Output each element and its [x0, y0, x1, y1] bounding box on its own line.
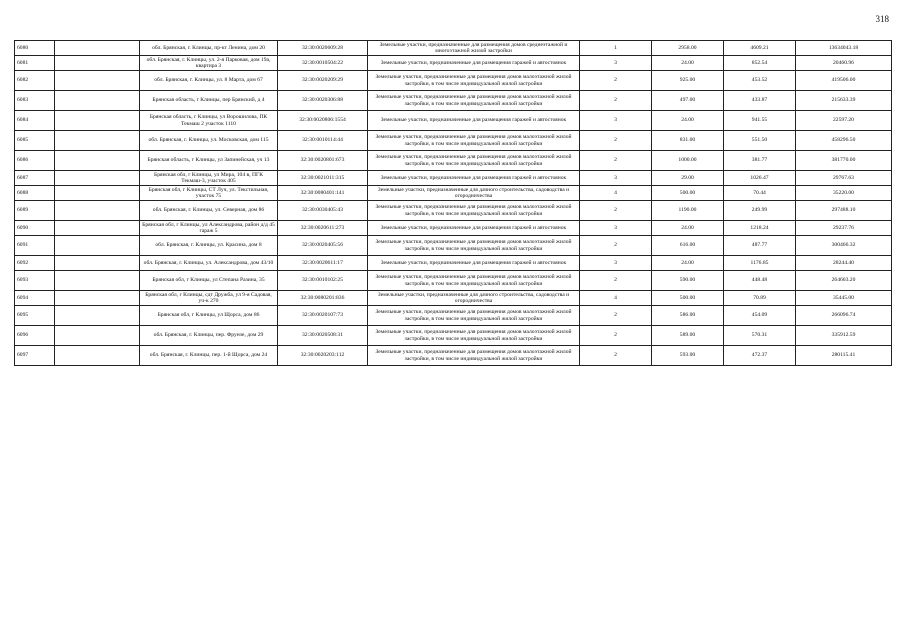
cadastral-number-cell: 32:30:0020107:73 — [278, 306, 368, 326]
spacer-cell — [55, 111, 140, 131]
address-cell: обл. Брянская, г. Клинцы, ул. Северная, дом 86 — [140, 201, 278, 221]
land-use-cell: Земельные участки, предназначенные для дачного строительства, садоводства и огородничества — [368, 291, 580, 306]
table-row — [15, 236, 892, 256]
area-cell: 616.00 — [652, 236, 724, 256]
group-cell: 2 — [580, 306, 652, 326]
spacer-cell — [55, 201, 140, 221]
record-number: 6094 — [15, 291, 55, 306]
cadastral-value-cell: 266096.74 — [796, 306, 892, 326]
spacer-cell — [55, 56, 140, 71]
land-use-cell: Земельные участки, предназначенные для размещения домов малоэтажной жилой застройки, в том числе индивидуальной жилой застройки — [368, 91, 580, 111]
area-cell: 1000.00 — [652, 151, 724, 171]
table-row — [15, 271, 892, 291]
spacer-cell — [55, 186, 140, 201]
record-number: 6092 — [15, 256, 55, 271]
spacer-cell — [55, 271, 140, 291]
specific-value-cell: 70.44 — [724, 186, 796, 201]
specific-value-cell: 381.77 — [724, 151, 796, 171]
address-cell: обл. Брянская, г. Клинцы, ул. Московская, дом 115 — [140, 131, 278, 151]
record-number: 6082 — [15, 71, 55, 91]
cadastral-value-cell: 300466.32 — [796, 236, 892, 256]
area-cell: 497.00 — [652, 91, 724, 111]
table-row — [15, 71, 892, 91]
specific-value-cell: 448.48 — [724, 271, 796, 291]
area-cell: 831.00 — [652, 131, 724, 151]
address-cell: Брянская обл, г Клинцы, сдт Дружба, ул 9-я Садовая, уч-к 270 — [140, 291, 278, 306]
area-cell: 29.00 — [652, 171, 724, 186]
spacer-cell — [55, 291, 140, 306]
spacer-cell — [55, 346, 140, 366]
land-use-cell: Земельные участки, предназначенные для размещения домов малоэтажной жилой застройки, в том числе индивидуальной жилой застройки — [368, 346, 580, 366]
specific-value-cell: 70.89 — [724, 291, 796, 306]
record-number: 6090 — [15, 221, 55, 236]
address-cell: Брянская область, г Клинцы, пер Брянский, д 4 — [140, 91, 278, 111]
cadastral-number-cell: 32:30:0020801:673 — [278, 151, 368, 171]
address-cell: Брянская область, г Клинцы, ул Ворошилова, ПК Текмаш 2 участок 1110 — [140, 111, 278, 131]
cadastral-number-cell: 32:30:0010114:44 — [278, 131, 368, 151]
area-cell: 586.00 — [652, 306, 724, 326]
spacer-cell — [55, 221, 140, 236]
area-cell: 24.00 — [652, 111, 724, 131]
specific-value-cell: 941.55 — [724, 111, 796, 131]
cadastral-value-cell: 35220.00 — [796, 186, 892, 201]
group-cell: 2 — [580, 236, 652, 256]
record-number: 6087 — [15, 171, 55, 186]
specific-value-cell: 472.37 — [724, 346, 796, 366]
cadastral-value-cell: 20460.96 — [796, 56, 892, 71]
cadastral-value-table — [14, 40, 892, 366]
specific-value-cell: 852.54 — [724, 56, 796, 71]
address-cell: Брянская обл, г Клинцы, ул Степана Разина, 35 — [140, 271, 278, 291]
cadastral-value-cell: 29767.63 — [796, 171, 892, 186]
group-cell: 2 — [580, 151, 652, 171]
address-cell: Брянская обл, г Клинцы, ул Мира, 104 в, ПГК Текмаш-3, участок 405 — [140, 171, 278, 186]
spacer-cell — [55, 151, 140, 171]
record-number: 6084 — [15, 111, 55, 131]
record-number: 6080 — [15, 41, 55, 56]
area-cell: 590.00 — [652, 271, 724, 291]
land-use-cell: Земельные участки, предназначенные для дачного строительства, садоводства и огородничества — [368, 186, 580, 201]
group-cell: 3 — [580, 56, 652, 71]
area-cell: 2958.00 — [652, 41, 724, 56]
specific-value-cell: 433.87 — [724, 91, 796, 111]
specific-value-cell: 487.77 — [724, 236, 796, 256]
spacer-cell — [55, 71, 140, 91]
table-row — [15, 111, 892, 131]
group-cell: 4 — [580, 291, 652, 306]
address-cell: обл. Брянская, г. Клинцы, пер. Фрунзе, дом 29 — [140, 326, 278, 346]
specific-value-cell: 454.09 — [724, 306, 796, 326]
cadastral-value-cell: 381770.00 — [796, 151, 892, 171]
area-cell: 1190.00 — [652, 201, 724, 221]
group-cell: 3 — [580, 221, 652, 236]
table-body — [15, 41, 892, 366]
group-cell: 3 — [580, 171, 652, 186]
specific-value-cell: 1218.24 — [724, 221, 796, 236]
table-row — [15, 41, 892, 56]
record-number: 6081 — [15, 56, 55, 71]
group-cell: 2 — [580, 326, 652, 346]
table-row — [15, 186, 892, 201]
land-use-cell: Земельные участки, предназначенные для размещения домов малоэтажной жилой застройки, в том числе индивидуальной жилой застройки — [368, 201, 580, 221]
area-cell: 593.00 — [652, 346, 724, 366]
land-use-cell: Земельные участки, предназначенные для размещения домов малоэтажной жилой застройки, в том числе индивидуальной жилой застройки — [368, 131, 580, 151]
specific-value-cell: 4609.21 — [724, 41, 796, 56]
spacer-cell — [55, 41, 140, 56]
table-row — [15, 291, 892, 306]
cadastral-value-cell: 335912.59 — [796, 326, 892, 346]
specific-value-cell: 453.52 — [724, 71, 796, 91]
cadastral-number-cell: 32:30:0080201:836 — [278, 291, 368, 306]
spacer-cell — [55, 131, 140, 151]
cadastral-number-cell: 32:30:0020203:112 — [278, 346, 368, 366]
group-cell: 2 — [580, 131, 652, 151]
cadastral-number-cell: 32:30:0020611:17 — [278, 256, 368, 271]
area-cell: 500.00 — [652, 186, 724, 201]
land-use-cell: Земельные участки, предназначенные для размещения гаражей и автостоянок — [368, 111, 580, 131]
specific-value-cell: 570.31 — [724, 326, 796, 346]
area-cell: 24.00 — [652, 256, 724, 271]
table-row — [15, 201, 892, 221]
spacer-cell — [55, 171, 140, 186]
address-cell: обл. Брянская, г. Клинцы, ул. Красина, дом 8 — [140, 236, 278, 256]
record-number: 6097 — [15, 346, 55, 366]
land-use-cell: Земельные участки, предназначенные для размещения гаражей и автостоянок — [368, 171, 580, 186]
address-cell: Брянская обл, г Клинцы, СТ Луч, ул. Текстильная, участок 75 — [140, 186, 278, 201]
page-number: 318 — [875, 14, 889, 24]
land-use-cell: Земельные участки, предназначенные для размещения домов среднеэтажной и многоэтажной жилой застройки — [368, 41, 580, 56]
group-cell: 2 — [580, 201, 652, 221]
address-cell: Брянская обл, г Клинцы, ул Щорса, дом 86 — [140, 306, 278, 326]
cadastral-value-cell: 419506.00 — [796, 71, 892, 91]
cadastral-value-cell: 35445.00 — [796, 291, 892, 306]
address-cell: обл. Брянская, г. Клинцы, пр-кт Ленина, дом 20 — [140, 41, 278, 56]
table-row — [15, 306, 892, 326]
specific-value-cell: 249.99 — [724, 201, 796, 221]
specific-value-cell: 1026.47 — [724, 171, 796, 186]
land-use-cell: Земельные участки, предназначенные для размещения домов малоэтажной жилой застройки, в том числе индивидуальной жилой застройки — [368, 236, 580, 256]
address-cell: обл. Брянская, г. Клинцы, ул. Александрова, дом 43/10 — [140, 256, 278, 271]
cadastral-value-cell: 264603.20 — [796, 271, 892, 291]
record-number: 6096 — [15, 326, 55, 346]
record-number: 6086 — [15, 151, 55, 171]
address-cell: обл. Брянская, г. Клинцы, пер. 1-й Щорса, дом 24 — [140, 346, 278, 366]
record-number: 6088 — [15, 186, 55, 201]
cadastral-number-cell: 32:30:0020611:273 — [278, 221, 368, 236]
land-use-cell: Земельные участки, предназначенные для размещения домов малоэтажной жилой застройки, в том числе индивидуальной жилой застройки — [368, 306, 580, 326]
spacer-cell — [55, 306, 140, 326]
area-cell: 925.00 — [652, 71, 724, 91]
record-number: 6091 — [15, 236, 55, 256]
table-row — [15, 221, 892, 236]
address-cell: обл. Брянская, г. Клинцы, ул. 2-я Парковая, дом 19а, квартира 3 — [140, 56, 278, 71]
land-use-cell: Земельные участки, предназначенные для размещения домов малоэтажной жилой застройки, в том числе индивидуальной жилой застройки — [368, 71, 580, 91]
spacer-cell — [55, 236, 140, 256]
table-row — [15, 346, 892, 366]
spacer-cell — [55, 91, 140, 111]
group-cell: 3 — [580, 256, 652, 271]
record-number: 6083 — [15, 91, 55, 111]
cadastral-number-cell: 32:30:0020806:1554 — [278, 111, 368, 131]
area-cell: 500.00 — [652, 291, 724, 306]
cadastral-number-cell: 32:30:0020508:31 — [278, 326, 368, 346]
cadastral-number-cell: 32:30:0020306:88 — [278, 91, 368, 111]
address-cell: Брянская обл, г Клинцы, ул Александрова, район д/д 45 гараж 5 — [140, 221, 278, 236]
table-row — [15, 171, 892, 186]
spacer-cell — [55, 256, 140, 271]
table-row — [15, 326, 892, 346]
group-cell: 2 — [580, 346, 652, 366]
group-cell: 2 — [580, 71, 652, 91]
cadastral-value-cell: 13634043.18 — [796, 41, 892, 56]
cadastral-number-cell: 32:30:0030405:43 — [278, 201, 368, 221]
cadastral-number-cell: 32:30:0010504:22 — [278, 56, 368, 71]
group-cell: 3 — [580, 111, 652, 131]
specific-value-cell: 1176.85 — [724, 256, 796, 271]
cadastral-value-cell: 28244.40 — [796, 256, 892, 271]
cadastral-value-cell: 215633.39 — [796, 91, 892, 111]
table-row — [15, 56, 892, 71]
area-cell: 24.00 — [652, 221, 724, 236]
land-use-cell: Земельные участки, предназначенные для размещения домов малоэтажной жилой застройки, в том числе индивидуальной жилой застройки — [368, 151, 580, 171]
specific-value-cell: 551.50 — [724, 131, 796, 151]
cadastral-value-cell: 280115.41 — [796, 346, 892, 366]
land-use-cell: Земельные участки, предназначенные для размещения домов малоэтажной жилой застройки, в том числе индивидуальной жилой застройки — [368, 271, 580, 291]
cadastral-number-cell: 32:30:0021011:315 — [278, 171, 368, 186]
area-cell: 24.00 — [652, 56, 724, 71]
group-cell: 4 — [580, 186, 652, 201]
area-cell: 589.00 — [652, 326, 724, 346]
spacer-cell — [55, 326, 140, 346]
group-cell: 2 — [580, 91, 652, 111]
cadastral-value-cell: 22597.20 — [796, 111, 892, 131]
cadastral-value-cell: 297488.10 — [796, 201, 892, 221]
record-number: 6093 — [15, 271, 55, 291]
cadastral-number-cell: 32:30:0010102:25 — [278, 271, 368, 291]
table-row — [15, 131, 892, 151]
address-cell: обл. Брянская, г. Клинцы, ул. 8 Марта, дом 67 — [140, 71, 278, 91]
cadastral-number-cell: 32:30:0020609:28 — [278, 41, 368, 56]
record-number: 6085 — [15, 131, 55, 151]
table-row — [15, 256, 892, 271]
record-number: 6095 — [15, 306, 55, 326]
record-number: 6089 — [15, 201, 55, 221]
cadastral-value-cell: 29237.76 — [796, 221, 892, 236]
cadastral-number-cell: 32:30:0020405:56 — [278, 236, 368, 256]
land-use-cell: Земельные участки, предназначенные для размещения гаражей и автостоянок — [368, 56, 580, 71]
land-use-cell: Земельные участки, предназначенные для размещения гаражей и автостоянок — [368, 256, 580, 271]
cadastral-number-cell: 32:30:0020209:29 — [278, 71, 368, 91]
address-cell: Брянская область, г Клинцы, ул Запинейская, уч 13 — [140, 151, 278, 171]
table-row — [15, 151, 892, 171]
table-row — [15, 91, 892, 111]
group-cell: 1 — [580, 41, 652, 56]
land-use-cell: Земельные участки, предназначенные для размещения гаражей и автостоянок — [368, 221, 580, 236]
land-use-cell: Земельные участки, предназначенные для размещения домов малоэтажной жилой застройки, в том числе индивидуальной жилой застройки — [368, 326, 580, 346]
cadastral-value-cell: 458296.50 — [796, 131, 892, 151]
group-cell: 2 — [580, 271, 652, 291]
cadastral-number-cell: 32:30:0080401:141 — [278, 186, 368, 201]
